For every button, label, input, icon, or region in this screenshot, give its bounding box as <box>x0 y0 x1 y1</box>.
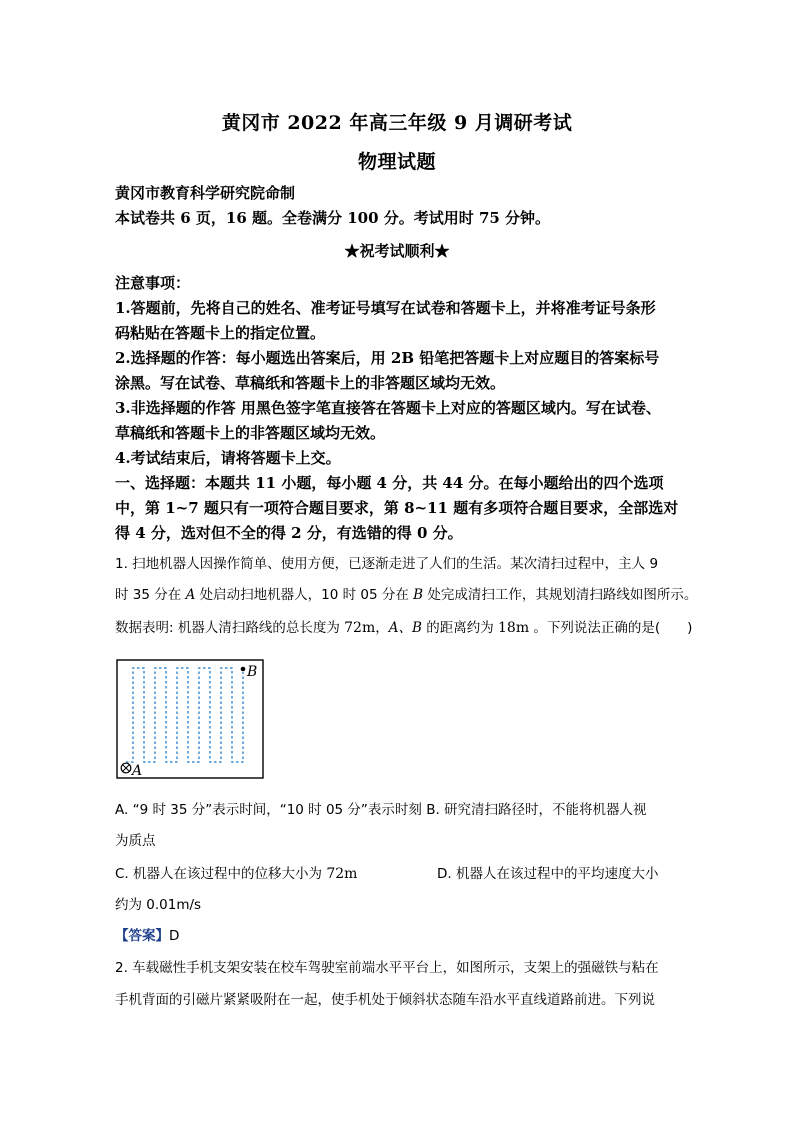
q1-text: 数据表明: 机器人清扫路线的总长度为 <box>115 620 345 636</box>
q1-option-c-text: C. 机器人在该过程中的位移大小为 <box>115 866 327 882</box>
notes-line: 码粘贴在答题卡上的指定位置。 <box>115 324 326 342</box>
q1-text: 处启动扫地机器人，10 时 05 分在 <box>195 587 414 603</box>
point-b-label: B <box>413 587 424 603</box>
notes-line: 涂黑。写在试卷、草稿纸和答题卡上的非答题区域均无效。 <box>115 374 506 392</box>
notes-line: 4.考试结束后，请将答题卡上交。 <box>115 449 341 467</box>
q1-option-c <box>115 862 357 882</box>
section-line: 得 4 分，选对但不全的得 2 分，有选错的得 0 分。 <box>115 524 463 542</box>
q1-text: 时 35 分在 <box>115 587 186 603</box>
notes-line: 1.答题前，先将自己的姓名、准考证号填写在试卷和答题卡上，并将准考证号条形 <box>115 299 656 317</box>
q1-text: 的距离约为 <box>421 620 498 636</box>
answer-value: D <box>169 928 180 944</box>
section-line: 中，第 1~7 题只有一项符合题目要求，第 8~11 题有多项符合题目要求，全部选对 <box>115 499 679 517</box>
q1-option-a-b: A. “9 时 35 分”表示时间，“10 时 05 分”表示时刻 B. 研究清扫路径时，不能将机器人视 <box>115 802 647 818</box>
notes-heading: 注意事项： <box>115 274 191 292</box>
q1-stem-line: 1. 扫地机器人因操作简单、使用方便，已逐渐走进了人们的生活。某次清扫过程中，主人 9 <box>115 556 659 572</box>
section-line: 一、选择题：本题共 11 小题，每小题 4 分，共 44 分。在每小题给出的四个选项 <box>115 474 664 492</box>
cleaning-path <box>126 668 243 762</box>
exam-wish: ★祝考试顺利★ <box>344 242 450 260</box>
q1-text: ， <box>375 620 389 636</box>
q1-stem-line <box>115 583 697 603</box>
q1-option-d-cont: 约为 0.01m/s <box>115 897 202 913</box>
notes-line: 3.非选择题的作答 用黑色签字笔直接答在答题卡上对应的答题区域内。写在试卷、 <box>115 399 661 417</box>
notes-line: 2.选择题的作答：每小题选出答案后，用 2B 铅笔把答题卡上对应题目的答案标号 <box>115 349 660 367</box>
room-outline <box>117 660 263 778</box>
q1-stem-line <box>115 616 692 636</box>
point-b-dot <box>241 667 246 672</box>
cleaning-path-diagram <box>115 658 265 780</box>
point-a-label: A <box>185 587 196 603</box>
notes-line: 草稿纸和答题卡上的非答题区域均无效。 <box>115 424 386 442</box>
q1-option-b-cont: 为质点 <box>115 833 156 849</box>
q1-text: 处完成清扫工作，其规划清扫路线如图所示。 <box>423 587 698 603</box>
distance-value: 18m <box>498 620 530 636</box>
exam-subtitle: 物理试题 <box>357 151 436 173</box>
path-length-value: 72m <box>344 620 376 636</box>
diagram-label-b: B <box>247 664 258 680</box>
q2-stem-line: 手机背面的引磁片紧紧吸附在一起，使手机处于倾斜状态随车沿水平直线道路前进。下列说 <box>115 992 655 1008</box>
q1-text: 。下列说法正确的是( ) <box>529 620 693 636</box>
exam-title: 黄冈市 2022 年高三年级 9 月调研考试 <box>221 112 573 134</box>
exam-info: 本试卷共 6 页，16 题。全卷满分 100 分。考试用时 75 分钟。 <box>115 209 551 227</box>
q1-option-d: D. 机器人在该过程中的平均速度大小 <box>437 866 659 882</box>
displacement-value: 72m <box>326 866 358 882</box>
point-pair-label: A、B <box>388 620 422 636</box>
q2-stem-line: 2. 车载磁性手机支架安装在校车驾驶室前端水平平台上，如图所示，支架上的强磁铁与粘在 <box>115 960 659 976</box>
q1-answer <box>115 924 179 944</box>
diagram-label-a: A <box>132 763 143 779</box>
answer-tag: 【答案】 <box>115 928 169 944</box>
exam-author: 黄冈市教育科学研究院命制 <box>115 184 296 202</box>
